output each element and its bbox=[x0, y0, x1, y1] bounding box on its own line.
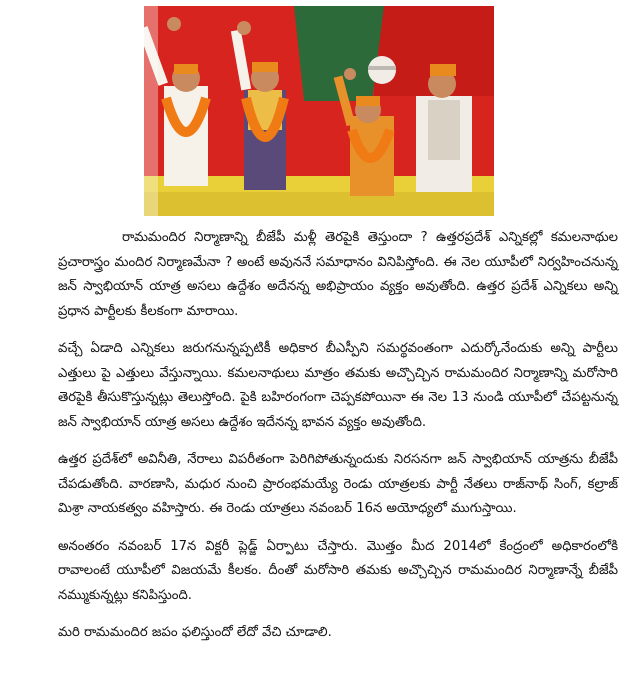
article-paragraph-4: అనంతరం నవంబర్ 17న విక్టరీ ప్లెడ్జ్ ఏర్పాటు చేస్తారు. మొత్తం మీద 2014లో కేంద్రంలో అధికారంలోకి రావాలంటే యూపీలో విజయమే కీలకం. దీంతో మరోసారి తమకు అచ్చొచ్చిన రామమందిర నిర్మాణాన్నే బీజేపీ నమ్ముకున్నట్లు కనిపిస్తుంది. bbox=[58, 538, 618, 603]
article-body bbox=[58, 226, 618, 659]
article-paragraph-3: ఉత్తర ప్రదేశ్‌లో అవినీతి, నేరాలు విపరీతంగా పెరిగిపోతున్నందుకు నిరసనగా జన్ స్వాభియాన్ యాత్రను బీజేపీ చేపడుతోంది. వారణాసి, మధుర నుంచి ప్రారంభమయ్యే రెండు యాత్రలకు పార్టీ నేతలు రాజ్‌నాథ్ సింగ్, కల్రాజ్ మిశ్రా నాయకత్వం వహిస్తారు. ఈ రెండు యాత్రలు నవంబర్ 16న అయోధ్యలో ముగుస్తాయి. bbox=[58, 452, 618, 516]
rally-photo bbox=[144, 6, 494, 216]
article-paragraph-2: వచ్చే ఏడాది ఎన్నికలు జరుగనున్నప్పటికీ అధికార బీఎస్పీని సమర్థవంతంగా ఎదుర్కోనేందుకు అన్ని పార్టీలు ఎత్తులు పై ఎత్తులు వేస్తున్నాయి. కమలనాథులు మాత్రం తమకు అచ్చొచ్చిన రామమందిర నిర్మాణాన్ని మరోసారి తెరపైకి తీసుకొస్తున్నట్లు తెలుస్తోంది. పైకి బహిరంగంగా చెప్పకపోయినా ఈ నెల 13 నుండి యూపీలో చేపట్టనున్న జన్ స్వాభియాన్ యాత్ర అసలు ఉద్దేశం ఇదేనన్న భావన వ్యక్తం అవుతోంది. bbox=[58, 341, 618, 430]
article-paragraph-5: మరి రామమందిర జపం ఫలిస్తుందో లేదో వేచి చూడాలి. bbox=[58, 625, 332, 640]
article-paragraph-1: రామమందిర నిర్మాణాన్ని బీజేపీ మళ్లీ తెరపైకి తెస్తుందా ? ఉత్తరప్రదేశ్ ఎన్నికల్లో కమలనాథుల ప్రచారాస్త్రం మందిర నిర్మాణమేనా ? అంటే అవుననే సమాధానం వినిపిస్తోంది. ఈ నెల యూపీలో నిర్వహించనున్న జన్ స్వాభియాన్ యాత్ర అసలు ఉద్దేశం అదేనన్న అభిప్రాయం వ్యక్తం అవుతోంది. ఉత్తర ప్రదేశ్ ఎన్నికలు అన్ని ప్రధాన పార్టీలకు కీలకంగా మారాయి. bbox=[58, 230, 618, 319]
